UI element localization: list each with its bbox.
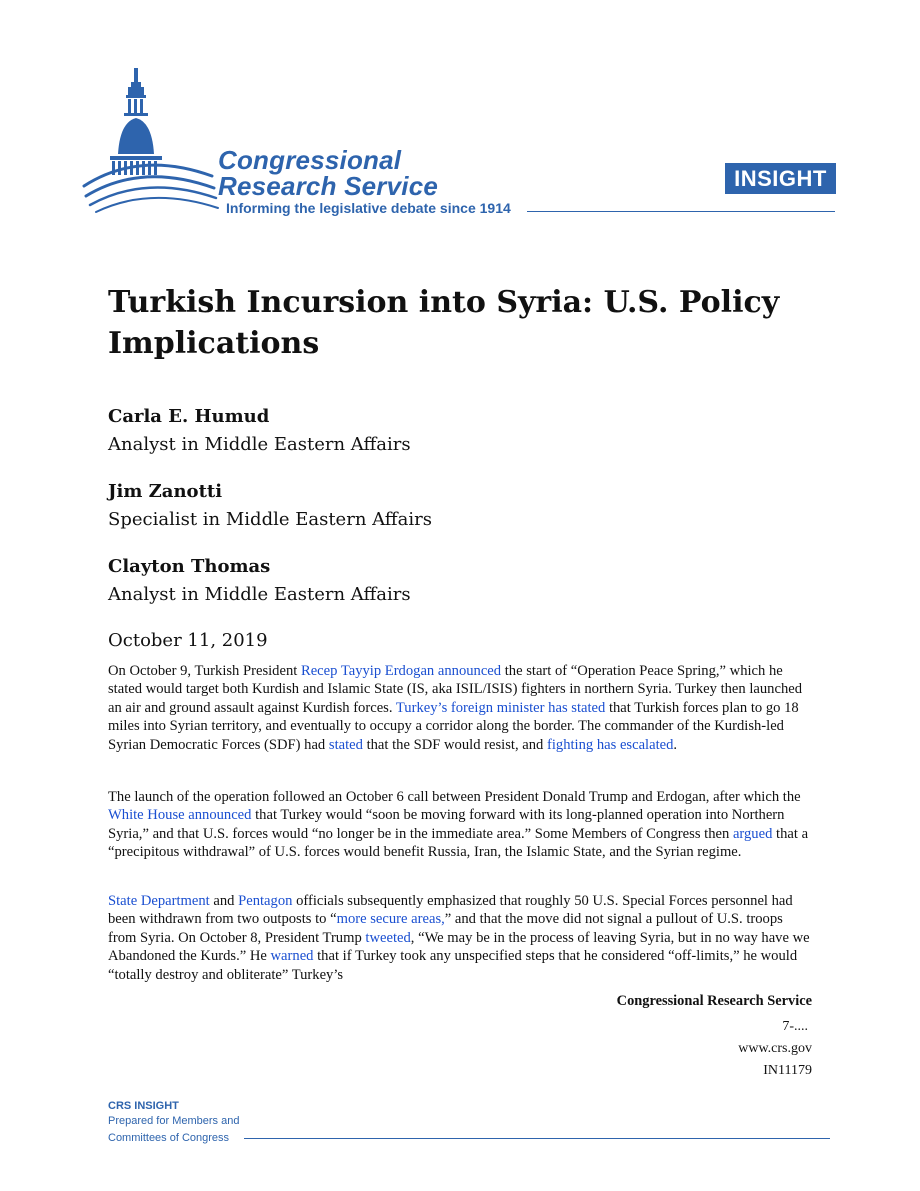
link-more-secure-areas[interactable]: more secure areas, <box>336 911 445 928</box>
footer-divider <box>244 1138 830 1139</box>
text-run: , “We may be in the process of leaving Syria, but in no way have we Abandoned the Kurds.” He <box>108 929 810 965</box>
footer-subtitle-1: Prepared for Members and <box>108 1115 240 1127</box>
footer-subtitle-2: Committees of Congress <box>108 1132 230 1144</box>
document-title: Turkish Incursion into Syria: U.S. Policy Implications <box>108 285 780 361</box>
org-name-line2: Research Service <box>218 171 439 201</box>
author-title: Analyst in Middle Eastern Affairs <box>108 434 411 455</box>
text-run: that the SDF would resist, and <box>362 736 547 753</box>
footer-product-id: IN11179 <box>763 1063 812 1078</box>
footer-website: www.crs.gov <box>738 1041 812 1056</box>
text-run: that a “precipitous withdrawal” of U.S. forces would benefit Russia, Iran, the Islamic State, and the Syrian regime. <box>108 825 809 861</box>
text-run: ” and that the move did not signal a pullout of U.S. troops from Syria. On October 8, President Trump <box>108 911 783 946</box>
author-name: Carla E. Humud <box>108 406 270 427</box>
publication-date: October 11, 2019 <box>108 630 268 651</box>
author-name: Jim Zanotti <box>108 481 223 502</box>
insight-badge: INSIGHT <box>725 163 836 194</box>
text-run: that Turkish forces plan to go 18 miles into Syrian territory, and eventually to occupy a corridor along the border. The commander of the Kurdish-led Syrian Democratic Forces (SDF) had <box>108 699 799 753</box>
text-run: . <box>673 736 678 753</box>
text-run: that Turkey would “soon be moving forward with its long-planned operation into Northern Syria,” and that U.S. forces would “no longer be in the immediate area.” Some Members of Congress then <box>108 807 785 842</box>
org-name-line1: Congressional <box>218 145 402 175</box>
body-paragraph-2 <box>108 788 812 862</box>
text-run: and <box>209 893 239 909</box>
footer-label: CRS INSIGHT <box>108 1100 179 1112</box>
author-name: Clayton Thomas <box>108 556 271 577</box>
link-erdogan-announced[interactable]: Recep Tayyip Erdogan announced <box>300 663 502 679</box>
text-run: On October 9, Turkish President <box>108 663 301 679</box>
org-tagline: Informing the legislative debate since 1914 <box>226 200 511 216</box>
body-paragraph-3 <box>108 892 812 984</box>
text-run: The launch of the operation followed an October 6 call between President Donald Trump and Erdogan, after which the <box>108 789 801 805</box>
link-tweeted[interactable]: tweeted <box>365 929 411 946</box>
footer-code: 7-.... <box>782 1019 808 1034</box>
body-paragraph-1 <box>108 662 812 754</box>
footer-org: Congressional Research Service <box>616 993 812 1009</box>
link-warned[interactable]: warned <box>270 948 314 965</box>
text-run: the start of “Operation Peace Spring,” which he stated would target both Kurdish and Islamic State (IS, aka ISIL/ISIS) fighters in northern Syria. Turkey then launched an air and ground assault against Kurdish forces. <box>108 663 803 716</box>
link-state-department[interactable]: State Department <box>108 893 210 909</box>
header-divider <box>527 211 835 212</box>
text-run: that if Turkey took any unspecified steps that he considered “off-limits,” he would “totally destroy and obliterate” Turkey’s <box>108 948 798 983</box>
author-title: Specialist in Middle Eastern Affairs <box>108 509 432 530</box>
link-pentagon[interactable]: Pentagon <box>238 893 293 909</box>
capitol-dome-icon <box>80 64 220 214</box>
link-fighting-escalated[interactable]: fighting has escalated <box>546 736 674 753</box>
text-run: officials subsequently emphasized that roughly 50 U.S. Special Forces personnel had been withdrawn from two outposts to “ <box>108 893 793 928</box>
author-title: Analyst in Middle Eastern Affairs <box>108 584 411 605</box>
link-foreign-minister-stated[interactable]: Turkey’s foreign minister has stated <box>395 699 606 716</box>
link-argued[interactable]: argued <box>732 825 773 842</box>
link-white-house-announced[interactable]: White House announced <box>108 807 252 824</box>
link-sdf-stated[interactable]: stated <box>328 736 363 753</box>
